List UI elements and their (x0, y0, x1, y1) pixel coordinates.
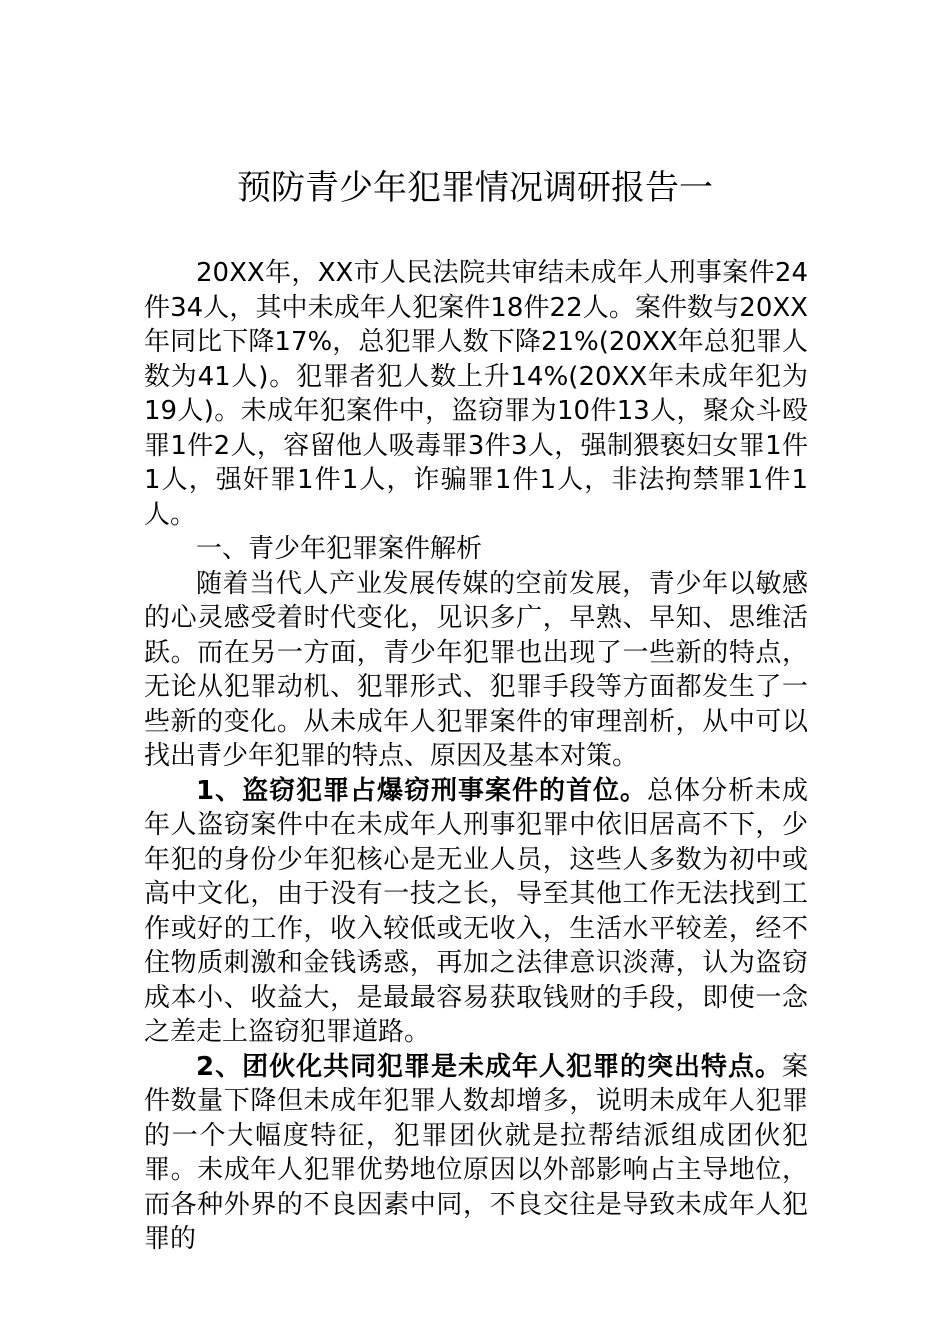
paragraph-text: 20XX年，XX市人民法院共审结未成年人刑事案件24件34人，其中未成年人犯案件18件22人。案件数与20XX年同比下降17%，总犯罪人数下降21%(20XX年总犯罪人数为41人)。犯罪者犯人数上升14%(20XX年未成年犯为19人)。未成年犯案件中，盗窃罪为10件13人，聚众斗殴罪1件2人，容留他人吸毒罪3件3人，强制猥亵妇女罪1件1人，强奸罪1件1人，诈骗罪1件1人，非法拘禁罪1件1人。 (144, 258, 808, 530)
paragraph-2 (144, 567, 808, 774)
paragraph-text: 总体分析未成年人盗窃案件中在未成年人刑事犯罪中依旧居高不下，少年犯的身份少年犯核心是无业人员，这些人多数为初中或高中文化，由于没有一技之长，导至其他工作无法找到工作或好的工作，收入较低或无收入，生活水平较差，经不住物质刺激和金钱诱惑，再加之法律意识淡薄，认为盗窃成本小、收益大，是最最容易获取钱财的手段，即使一念之差走上盗窃犯罪道路。 (144, 775, 808, 1047)
section-heading (144, 532, 808, 567)
paragraph-text: 随着当代人产业发展传媒的空前发展，青少年以敏感的心灵感受着时代变化，见识多广，早熟、早知、思维活跃。而在另一方面，青少年犯罪也出现了一些新的特点，无论从犯罪动机、犯罪形式、犯罪手段等方面都发生了一些新的变化。从未成年人犯罪案件的审理剖析，从中可以找出青少年犯罪的特点、原因及基本对策。 (144, 568, 808, 771)
paragraph-lead: 2、团伙化共同犯罪是未成年人犯罪的突出特点。 (196, 1051, 782, 1082)
paragraph-lead: 1、盗窃犯罪占爆窃刑事案件的首位。 (196, 775, 648, 806)
document-body (144, 256, 808, 1257)
section-heading-text: 一、青少年犯罪案件解析 (196, 534, 483, 564)
paragraph-1 (144, 256, 808, 532)
page-title: 预防青少年犯罪情况调研报告一 (237, 168, 713, 208)
paragraph-text: 案件数量下降但未成年犯罪人数却增多，说明未成年人犯罪的一个大幅度特征，犯罪团伙就是拉帮结派组成团伙犯罪。未成年人犯罪优势地位原因以外部影响占主导地位，而各种外界的不良因素中同，不良交往是导致未成年人犯罪的 (144, 1051, 808, 1254)
paragraph-3 (144, 774, 808, 1050)
paragraph-4 (144, 1050, 808, 1257)
